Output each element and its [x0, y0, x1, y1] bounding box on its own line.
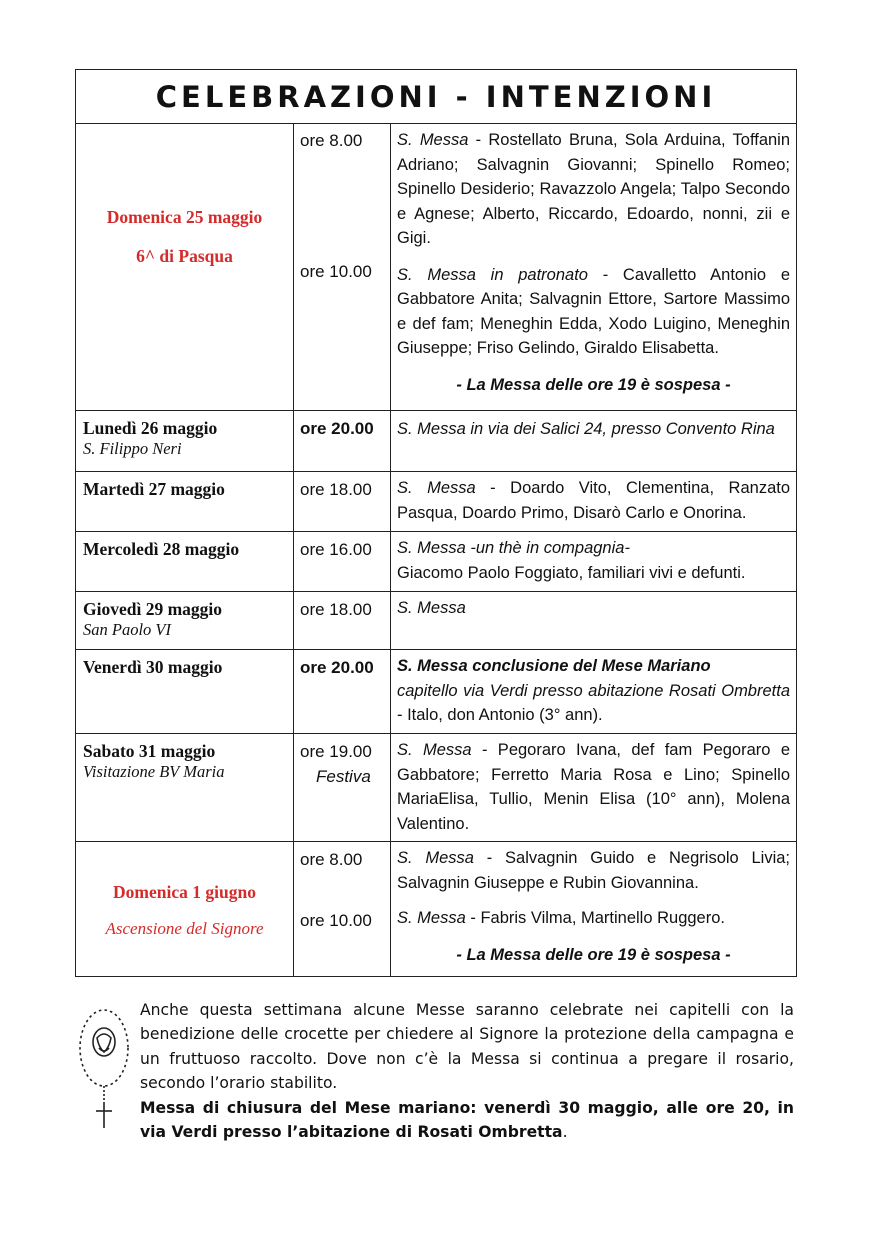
time-label: ore 18.00: [300, 480, 372, 499]
day-subtitle: San Paolo VI: [83, 620, 171, 639]
suspension-note: - La Messa delle ore 19 è sospesa -: [456, 945, 731, 964]
mass-place: capitello via Verdi presso abitazione Rosati Ombretta: [397, 681, 791, 700]
mass-entry: [397, 128, 790, 251]
table-row: [76, 650, 797, 734]
footer-paragraph: Anche questa settimana alcune Messe saranno celebrate nei capitelli con la benedizione delle crocette per chiedere al Signore la protezione della campagna e un fruttuoso raccolto. Dove non c’è la Messa si continua a pregare il rosario, secondo l’orario stabilito.: [140, 1001, 794, 1093]
table-row: [76, 842, 797, 977]
time-cell: [294, 532, 391, 592]
intention-cell: [391, 532, 797, 592]
celebrations-table: [75, 69, 797, 977]
mass-text: - Rostellato Bruna, Sola Arduina, Toffanin Adriano; Salvagnin Giovanni; Spinello Romeo; Spinello Desiderio; Ravazzolo Angela; Talpo Secondo e Agnese; Alberto, Riccardo, Edoardo, nonni, zii e Gigi.: [397, 131, 791, 247]
table-row: [76, 472, 797, 532]
time-label: ore 20.00: [300, 419, 374, 438]
mass-lead: S. Messa: [397, 479, 476, 497]
mass-text: - Doardo Vito, Clementina, Ranzato Pasqua, Doardo Primo, Disarò Carlo e Onorina.: [397, 479, 791, 522]
time-label: ore 16.00: [300, 540, 372, 559]
time-cell: [294, 842, 391, 977]
intention-cell: [391, 411, 797, 472]
mass-text: - Cavalletto Antonio e Gabbatore Anita; Salvagnin Ettore, Sartore Massimo e def fam; Meneghin Edda, Xodo Luigino, Meneghin Giuseppe; Friso Gelindo, Giraldo Elisabetta.: [397, 265, 791, 357]
day-label: Giovedì 29 maggio: [83, 599, 223, 619]
mass-lead: S. Messa: [397, 741, 472, 759]
mass-lead: S. Messa conclusione del Mese Mariano: [397, 657, 711, 675]
day-cell: [76, 472, 294, 532]
footer-bold: Messa di chiusura del Mese mariano: venerdì 30 maggio, alle ore 20, in via Verdi presso l’abitazione di Rosati Ombretta: [140, 1098, 794, 1142]
time-label: ore 19.00: [300, 742, 372, 761]
table-title: CELEBRAZIONI - INTENZIONI: [155, 79, 717, 114]
time-cell: [294, 592, 391, 650]
table-row: [76, 734, 797, 842]
time-cell: [294, 734, 391, 842]
day-subtitle: Ascensione del Signore: [105, 918, 264, 938]
time-label: ore 20.00: [300, 658, 374, 677]
day-subtitle: S. Filippo Neri: [83, 439, 182, 458]
time-label: ore 8.00: [300, 131, 363, 150]
time-cell: [294, 124, 391, 411]
time-label: ore 18.00: [300, 600, 372, 619]
intention-cell: [391, 734, 797, 842]
day-subtitle: 6^ di Pasqua: [136, 246, 233, 266]
mass-entry: [397, 906, 790, 931]
mass-lead: S. Messa: [397, 131, 469, 149]
mass-entry: [397, 846, 790, 895]
time-cell: [294, 650, 391, 734]
day-label: Martedì 27 maggio: [83, 479, 225, 499]
time-label: ore 8.00: [300, 850, 363, 869]
day-cell: [76, 411, 294, 472]
mass-text: - Pegoraro Ivana, def fam Pegoraro e Gabbatore; Ferretto Maria Rosa e Lino; Spinello MariaElisa, Tullio, Menin Elisa (10° ann), Molena Valentino.: [397, 741, 791, 833]
day-cell: [76, 592, 294, 650]
time-cell: [294, 472, 391, 532]
table-row: [76, 124, 797, 411]
festiva-label: Festiva: [316, 767, 371, 786]
table-row: [76, 532, 797, 592]
intention-cell: [391, 472, 797, 532]
day-label: Domenica 25 maggio: [106, 207, 263, 227]
day-label: Domenica 1 giugno: [113, 881, 256, 902]
mass-text: S. Messa in via dei Salici 24, presso Convento Rina: [397, 420, 775, 438]
rosary-icon: [73, 1004, 135, 1132]
day-cell: [76, 124, 294, 411]
day-subtitle: Visitazione BV Maria: [83, 762, 225, 781]
day-label: Mercoledì 28 maggio: [83, 539, 240, 559]
mass-entry: [397, 263, 790, 361]
intention-cell: [391, 842, 797, 977]
mass-text: Giacomo Paolo Foggiato, familiari vivi e defunti.: [397, 563, 746, 582]
mass-text: - Italo, don Antonio (3° ann).: [397, 706, 603, 724]
suspension-note: - La Messa delle ore 19 è sospesa -: [456, 375, 731, 394]
mass-text: - Salvagnin Guido e Negrisolo Livia; Salvagnin Giuseppe e Rubin Giovannina.: [397, 849, 790, 892]
table-row: [76, 411, 797, 472]
time-label: ore 10.00: [300, 911, 372, 930]
mass-lead: S. Messa: [397, 849, 474, 867]
mass-text: - Fabris Vilma, Martinello Ruggero.: [465, 909, 725, 927]
intention-cell: [391, 592, 797, 650]
day-label: Lunedì 26 maggio: [83, 418, 218, 438]
table-row: [76, 592, 797, 650]
mass-text: S. Messa: [397, 599, 466, 617]
table-header: [76, 70, 797, 124]
intention-cell: [391, 124, 797, 411]
day-cell: [76, 734, 294, 842]
mass-lead: S. Messa -un thè in compagnia-: [397, 539, 630, 557]
footer-notice: [140, 998, 794, 1144]
time-label: ore 10.00: [300, 262, 372, 281]
day-cell: [76, 842, 294, 977]
mass-lead: S. Messa in patronato: [397, 265, 588, 284]
day-label: Venerdì 30 maggio: [83, 657, 223, 677]
footer-bold-end: .: [562, 1123, 568, 1142]
intention-cell: [391, 650, 797, 734]
day-cell: [76, 650, 294, 734]
day-cell: [76, 532, 294, 592]
time-cell: [294, 411, 391, 472]
mass-lead: S. Messa: [397, 909, 466, 927]
day-label: Sabato 31 maggio: [83, 741, 216, 761]
